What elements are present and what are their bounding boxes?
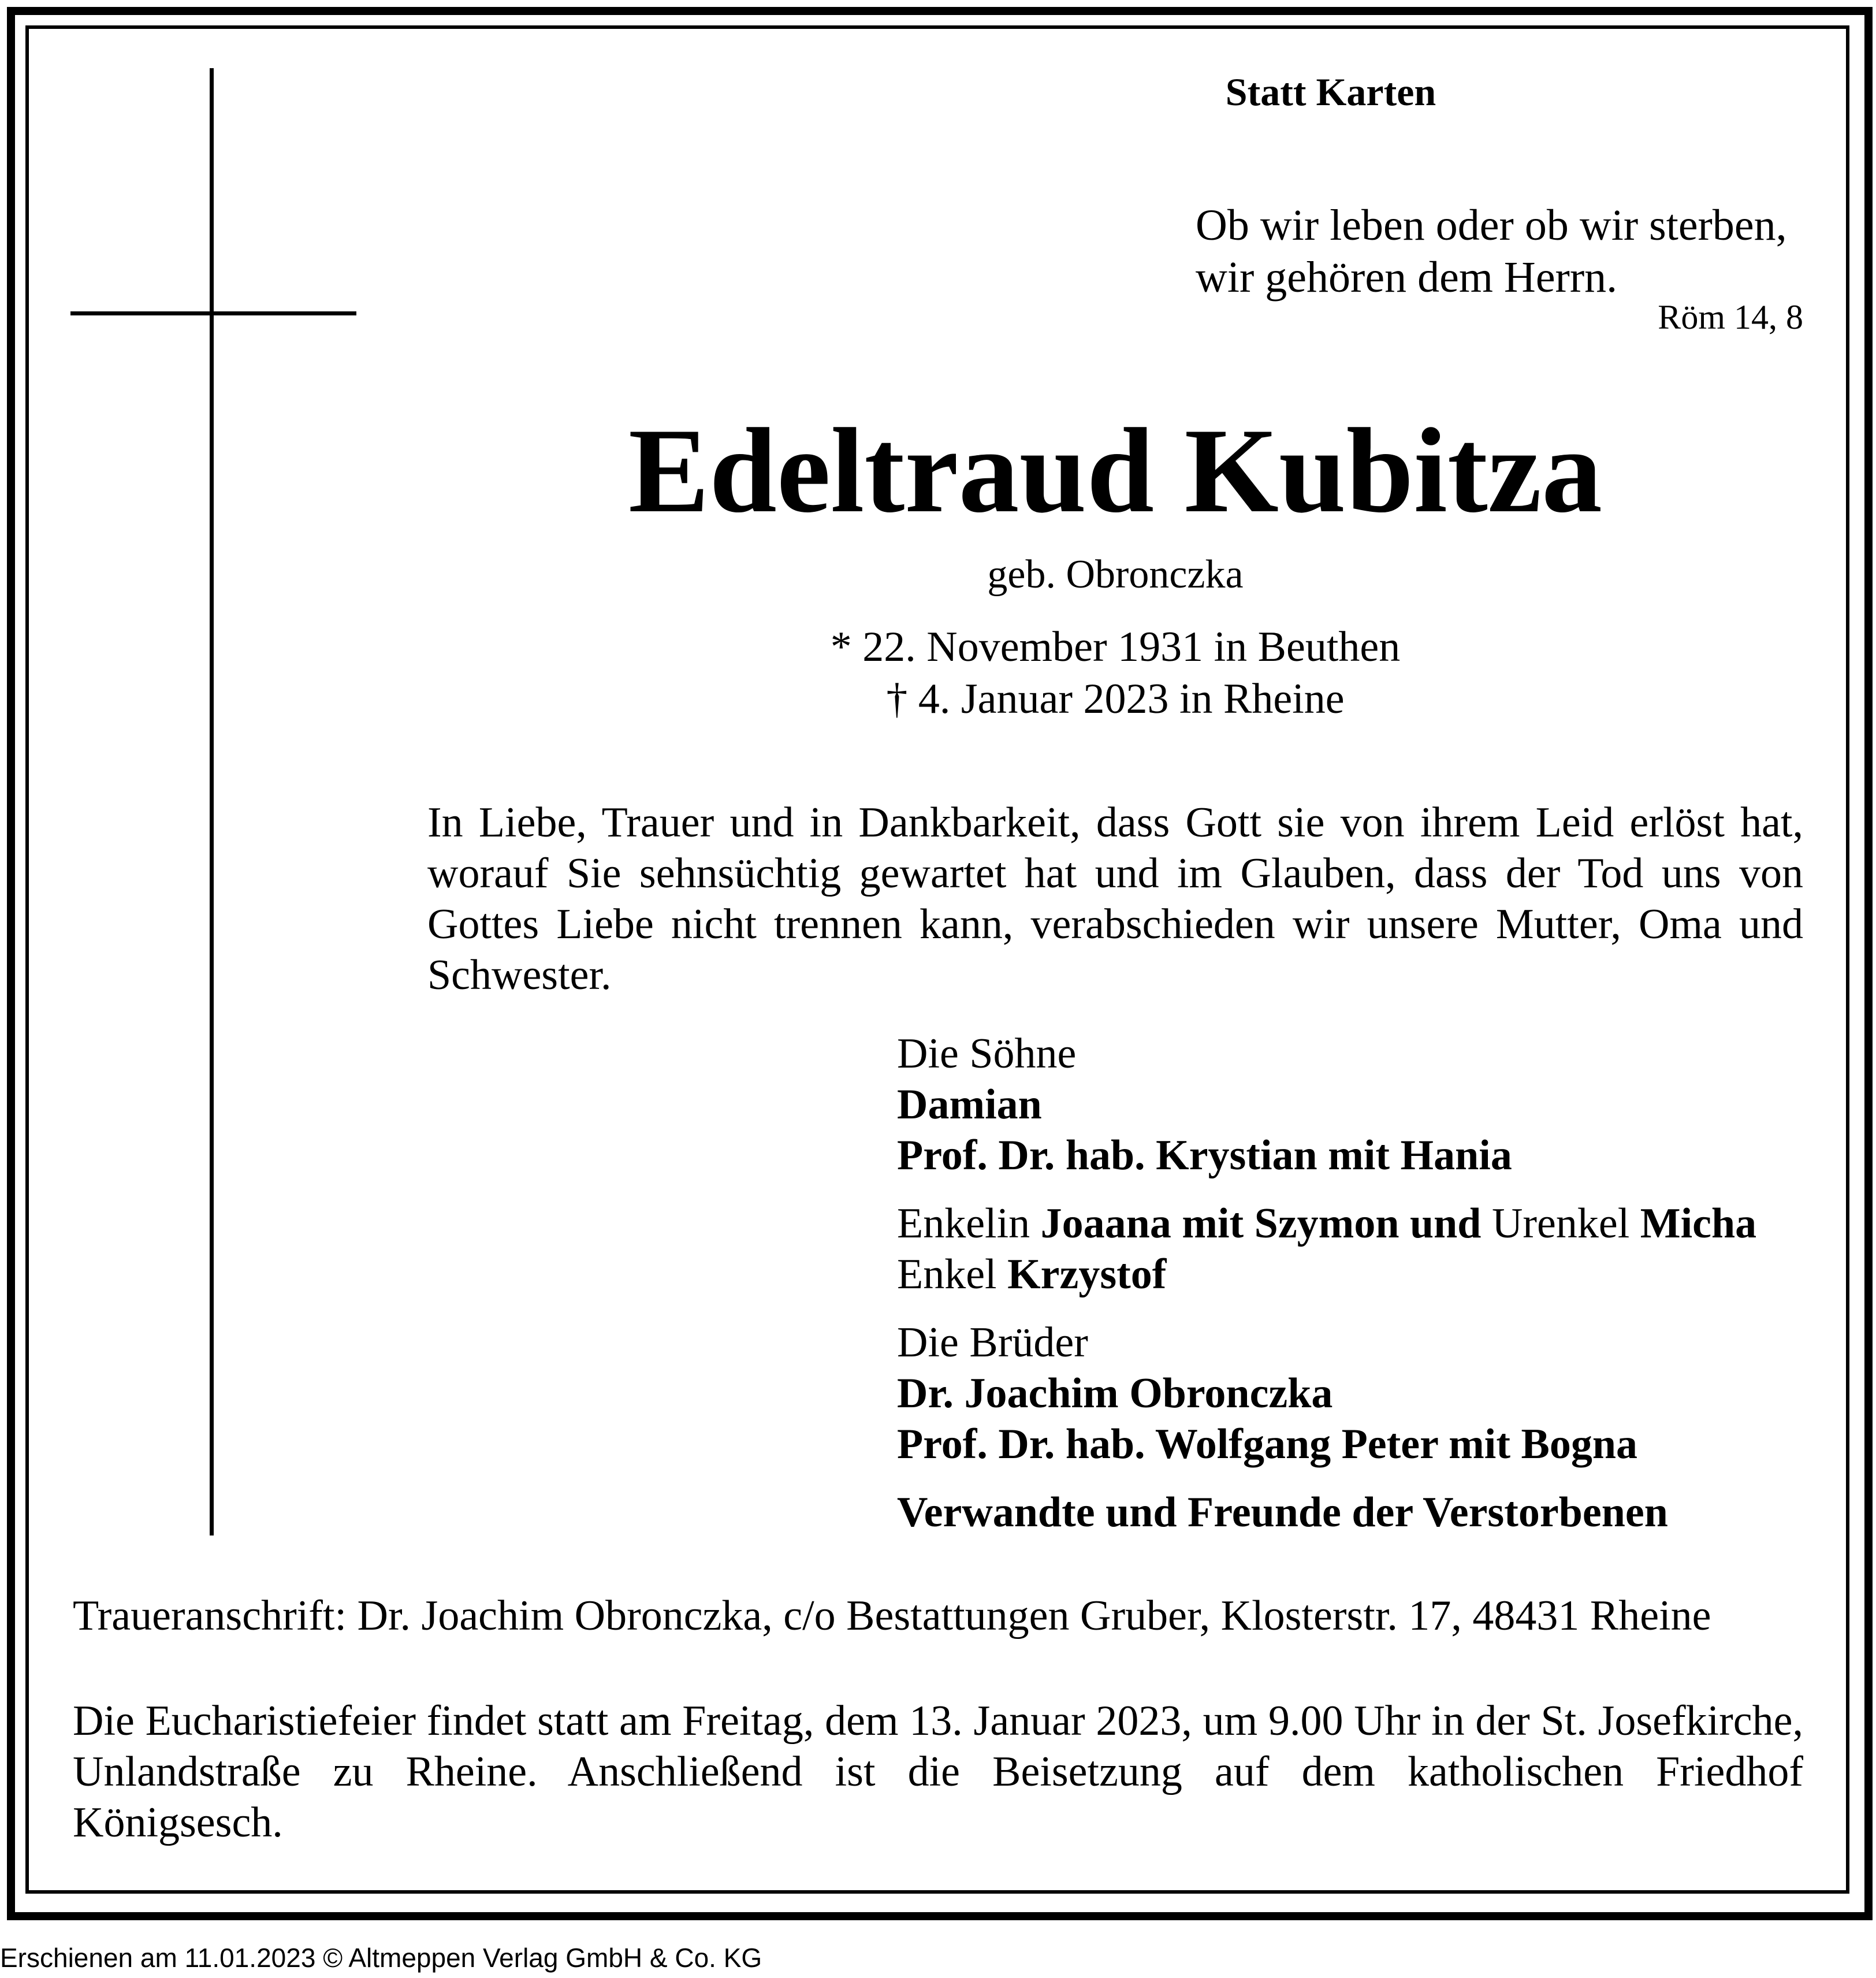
deceased-name: Edeltraud Kubitza bbox=[628, 404, 1603, 538]
grandchildren-line-2 bbox=[897, 1249, 1756, 1300]
relatives-line: Verwandte und Freunde der Verstorbenen bbox=[897, 1489, 1668, 1536]
grandchildren-line-1 bbox=[897, 1198, 1756, 1249]
grandson-label: Enkel bbox=[897, 1251, 997, 1298]
brother-name: Prof. Dr. hab. Wolfgang Peter mit Bogna bbox=[897, 1421, 1637, 1468]
brothers-label: Die Brüder bbox=[897, 1319, 1088, 1366]
mourning-message: In Liebe, Trauer und in Dankbarkeit, dass Gott sie von ihrem Leid erlöst hat, worauf Sie sehnsüchtig gewartet hat und im Glauben, dass der Tod uns von Gottes Liebe nicht trennen kann, verabschieden wir unsere Mutter, Oma und Schwester. bbox=[427, 799, 1803, 999]
grandson-name: Krzystof bbox=[1007, 1251, 1167, 1298]
sons-label: Die Söhne bbox=[897, 1030, 1077, 1077]
life-dates bbox=[0, 621, 1876, 725]
son-name: Prof. Dr. hab. Krystian mit Hania bbox=[897, 1132, 1512, 1179]
great-grandson-label: Urenkel bbox=[1491, 1200, 1630, 1247]
cross-icon-horizontal bbox=[70, 311, 356, 315]
bible-verse bbox=[1196, 199, 1787, 303]
grandchildren-group bbox=[897, 1198, 1756, 1300]
sons-group bbox=[897, 1028, 1756, 1181]
granddaughter-label: Enkelin bbox=[897, 1200, 1030, 1247]
verse-line-2: wir gehören dem Herrn. bbox=[1196, 253, 1618, 302]
son-name: Damian bbox=[897, 1081, 1042, 1128]
family-list bbox=[897, 1028, 1756, 1538]
brother-name: Dr. Joachim Obronczka bbox=[897, 1370, 1333, 1417]
service-info: Die Eucharistiefeier findet statt am Freitag, dem 13. Januar 2023, um 9.00 Uhr in der St. Josefkirche, Unlandstraße zu Rheine. Anschließend ist die Beisetzung auf dem katholischen Friedhof Königsesch. bbox=[73, 1697, 1803, 1846]
mourning-address: Traueranschrift: Dr. Joachim Obronczka, c/o Bestattungen Gruber, Klosterstr. 17, 48431 Rheine bbox=[73, 1592, 1711, 1639]
publication-footer: Erschienen am 11.01.2023 © Altmeppen Verlag GmbH & Co. KG bbox=[0, 1943, 762, 1973]
maiden-name: geb. Obronczka bbox=[987, 552, 1244, 597]
death-date: † 4. Januar 2023 in Rheine bbox=[886, 675, 1345, 723]
great-grandson-name: Micha bbox=[1640, 1200, 1757, 1247]
verse-line-1: Ob wir leben oder ob wir sterben, bbox=[1196, 201, 1787, 250]
verse-reference: Röm 14, 8 bbox=[1658, 298, 1803, 336]
birth-date: * 22. November 1931 in Beuthen bbox=[830, 623, 1401, 671]
granddaughter-name: Joaana mit Szymon und bbox=[1040, 1200, 1482, 1247]
statt-karten-heading: Statt Karten bbox=[1225, 70, 1436, 114]
brothers-group bbox=[897, 1317, 1756, 1470]
cross-icon-vertical bbox=[210, 68, 214, 1535]
